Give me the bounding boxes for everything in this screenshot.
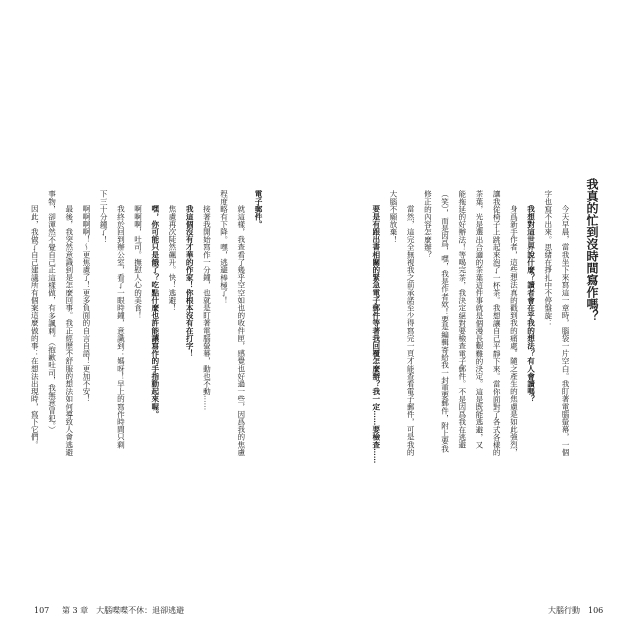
running-head: 大腦行動 bbox=[548, 606, 580, 615]
text-column: 嘿，你可能只是餓了？吃點什麼也許能讓寫作的手指動起來喔。 bbox=[150, 205, 160, 418]
text-column: 修正的內容怎麼辦？ bbox=[423, 190, 433, 259]
chapter-running-head: 第 3 章 大腦喋喋不休：退卻逃避 bbox=[62, 606, 185, 615]
text-column: 焦慮再次陡然飆升。快！逃避！ bbox=[167, 205, 177, 312]
text-column: 今天早晨，當我坐下來寫這一章時，腦袋一片空白。我盯著電腦螢幕，一個 bbox=[561, 205, 570, 456]
text-column: 接著我開始寫作一分鐘，也就是盯著電腦螢幕，動也不動…… bbox=[202, 205, 212, 411]
right-page-body bbox=[368, 190, 574, 466]
text-column: 當然，這完全無視我之前承諾至少得寫完一頁才能查看電子郵件，可是我的 bbox=[406, 205, 416, 456]
right-page bbox=[320, 0, 640, 640]
text-column: （笑），而是因爲，嘿，我是作者欸！要是編輯寄給我一封重要郵件，附上要我 bbox=[440, 190, 450, 453]
text-column: 能拖延的好辦法！等喝完茶，我決定絕對要檢查電子郵件。不是因爲我在逃避 bbox=[457, 190, 467, 449]
text-column: 我想對這世界說什麼？讀者會在乎我的想法？有人會讀嗎？ bbox=[526, 205, 536, 403]
text-column: 要是有跟出書相關的緊急電子郵件等著我回覆怎麼辦？我一定……要檢查…… bbox=[371, 205, 381, 464]
page-number: 107 bbox=[34, 606, 50, 615]
text-column: 事物，卻渾然不覺自己正這樣做，有多諷刺。（抱歉吐司，我無意冒犯。） bbox=[47, 190, 57, 434]
text-column: 程度略有下降。嘿，逃避棒極了！ bbox=[219, 190, 229, 304]
text-column: 電子郵件。 bbox=[254, 190, 263, 228]
text-column: 我終於回到辦公室，看了一眼時鐘，意識到：媽呀！早上的寫作時間只剩 bbox=[116, 205, 126, 449]
text-column: 因此，我做了自己建議所有個案這麼做的事：在想法出現時，寫下它們。 bbox=[30, 205, 40, 449]
text-column: 大腦不願放棄！ bbox=[388, 190, 398, 244]
section-title: 我真的忙到沒時間寫作嗎？ bbox=[585, 178, 599, 322]
text-column: 就這樣，我查看了幾乎空空如也的收件匣，感覺也好過一些，因爲我的焦慮 bbox=[236, 205, 246, 456]
text-column: 身爲新手作者，這些想法真的戳到我的痛處。隨之產生的焦慮是如此強烈， bbox=[509, 205, 519, 456]
text-column: 最後，我突然意識到是怎麼回事。我正經歷不舒服的想法如何導致人會逃避 bbox=[64, 205, 74, 456]
text-column: 啊啊啊啊！～更焦慮了！更多負面的自言自語！更加不安！ bbox=[81, 205, 91, 403]
text-column: 下三十分鐘了！ bbox=[99, 190, 109, 244]
text-column: 我這個沒有才華的作家！你根本沒有在打字！ bbox=[185, 205, 195, 358]
text-column: 字也寫不出來。思緒在掙扎中不停盤旋： bbox=[543, 190, 553, 327]
page-number: 106 bbox=[588, 606, 604, 615]
left-page-body bbox=[26, 190, 267, 466]
text-column: 啊啊啊，吐司。撫慰人心的美食！ bbox=[133, 205, 143, 320]
text-column: 茶葉，光是選出合適的茶葉這件事就是個漫長艱難的決定。這是既能逃避，又 bbox=[474, 190, 484, 449]
text-column: 讓我從椅子上跳起來泡了一杯茶。我想讓自己平靜下來。當你面對了各式各樣的 bbox=[492, 190, 502, 456]
